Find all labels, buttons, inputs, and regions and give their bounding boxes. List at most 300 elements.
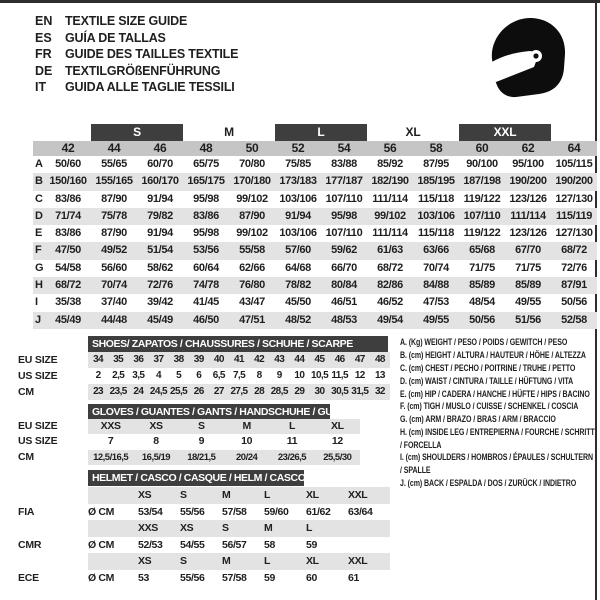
size-group-XL: XL: [405, 125, 421, 139]
row-letter: A: [35, 158, 43, 170]
size-value: 46/52: [377, 296, 403, 309]
gloves-value: XL: [330, 420, 344, 432]
gloves-value: S: [197, 420, 205, 432]
column-header: 44: [107, 141, 121, 155]
size-value: 45/49: [147, 313, 173, 326]
shoes-value: 36: [133, 354, 144, 365]
shoes-value: 23,5: [109, 386, 127, 397]
size-value: 87/90: [239, 209, 265, 222]
shoes-value: 47: [354, 354, 365, 365]
size-value: 49/55: [423, 313, 449, 326]
column-header: 46: [153, 141, 167, 155]
size-value: 91/94: [285, 209, 311, 222]
language-list: [35, 13, 238, 96]
size-value: 123/126: [509, 227, 547, 240]
helmet-size: XS: [138, 555, 152, 567]
shoes-value: 26: [193, 386, 204, 397]
size-value: 87/95: [423, 158, 449, 170]
helmet-labels: [18, 487, 41, 586]
size-value: 127/130: [555, 227, 593, 240]
size-value: 72/76: [561, 261, 587, 274]
language-code: FR: [35, 47, 52, 61]
gloves-row-label: CM: [18, 450, 34, 463]
size-value: 190/200: [509, 175, 547, 188]
size-value: 65/75: [193, 158, 219, 170]
helmet-size: M: [264, 522, 273, 534]
row-letter: G: [35, 261, 44, 274]
gloves-row-label: US SIZE: [18, 435, 58, 448]
size-value: 39/42: [147, 296, 173, 309]
size-value: 54/58: [55, 261, 81, 274]
size-value: 48/54: [469, 296, 495, 309]
size-value: 68/72: [55, 279, 81, 292]
size-value: 70/74: [423, 261, 449, 274]
helmet-value: 57/58: [222, 505, 247, 518]
gloves-row: [88, 419, 360, 434]
language-row: [35, 30, 238, 47]
size-value: 47/50: [55, 244, 81, 257]
size-value: 103/106: [279, 227, 317, 240]
helmet-value: 61/62: [306, 505, 331, 518]
size-value: 85/92: [377, 158, 403, 170]
row-letter: B: [35, 175, 43, 188]
column-header: 62: [521, 141, 535, 155]
size-value: 76/80: [239, 279, 265, 292]
helmet-standard-label: ECE: [18, 571, 39, 584]
gloves-section-header: GLOVES / GUANTES / GANTS / HANDSCHUHE / GUANTI: [88, 404, 330, 420]
size-value: 58/62: [147, 261, 173, 274]
helmet-size: M: [222, 489, 231, 501]
size-value: 83/86: [193, 209, 219, 222]
size-value: 87/90: [101, 227, 127, 240]
language-code: IT: [35, 80, 47, 94]
language-row: [35, 79, 238, 96]
shoes-value: 41: [234, 354, 244, 365]
size-value: 111/114: [372, 192, 408, 205]
language-row: [35, 63, 238, 80]
gloves-row: [88, 450, 360, 465]
shoes-value: 12: [354, 370, 365, 381]
shoes-value: 28,5: [270, 386, 288, 397]
size-value: 170/180: [233, 175, 271, 188]
size-value: 82/86: [377, 279, 403, 292]
size-value: 67/70: [515, 244, 541, 257]
helmet-standard-label: CMR: [18, 538, 42, 551]
size-value: 107/110: [463, 209, 501, 222]
shoes-value: 40: [213, 354, 224, 365]
column-header: 56: [383, 141, 397, 155]
helmet-value: 55/56: [180, 571, 205, 584]
legend-item: E. (cm) HIP / CADERA / HANCHE / HÜFTE / HIPS / BACINO: [400, 388, 590, 400]
size-group-XXL: XXL: [459, 124, 551, 141]
shoes-value: 37: [153, 354, 164, 365]
helmet-value: 58: [264, 538, 275, 551]
helmet-size: XXS: [138, 522, 158, 534]
size-value: 52/58: [561, 313, 587, 326]
shoes-value: 24: [133, 386, 144, 397]
shoes-row-label: CM: [18, 386, 34, 398]
shoes-row-label: US SIZE: [18, 370, 58, 382]
column-header: 52: [291, 141, 305, 155]
size-value: 78/82: [285, 279, 311, 292]
size-value: 68/72: [377, 261, 403, 274]
gloves-value: L: [288, 420, 296, 432]
size-value: 71/75: [469, 261, 495, 274]
size-group-row: [33, 124, 597, 141]
row-letter: J: [35, 313, 42, 326]
column-header-row: [33, 141, 597, 156]
textile-row-E: [33, 225, 597, 242]
diameter-unit: Ø CM: [88, 538, 115, 551]
size-value: 95/98: [193, 227, 219, 240]
size-value: 111/114: [372, 227, 408, 240]
gloves-value: M: [242, 420, 251, 432]
legend-item: J. (cm) BACK / ESPALDA / DOS / ZURÜCK / INDIETRO: [400, 477, 577, 489]
gloves-value: 12,5/16,5: [93, 451, 129, 463]
textile-row-A: [33, 156, 597, 173]
shoes-value: 6,5: [212, 370, 225, 381]
helmet-value: 53/54: [138, 505, 163, 518]
language-code: EN: [35, 14, 53, 28]
helmet-value: 59: [264, 571, 275, 584]
gloves-value: 11: [286, 435, 298, 448]
helmet-standard-label: FIA: [18, 505, 35, 518]
size-value: 48/52: [285, 313, 311, 326]
column-header: 54: [337, 141, 351, 155]
size-value: 45/50: [285, 296, 311, 309]
helmet-size: S: [222, 522, 229, 534]
gloves-value: 16,5/19: [141, 451, 171, 463]
size-value: 59/62: [331, 244, 357, 257]
size-value: 47/53: [423, 296, 449, 309]
helmet-value: 59/60: [264, 505, 289, 518]
size-value: 155/165: [95, 175, 133, 188]
size-value: 41/45: [193, 296, 219, 309]
size-value: 43/47: [239, 296, 265, 309]
helmet-size: S: [180, 489, 187, 501]
size-value: 185/195: [417, 175, 455, 188]
size-value: 105/115: [555, 158, 593, 170]
row-letter: E: [35, 227, 43, 240]
size-value: 79/82: [147, 209, 173, 222]
size-value: 83/86: [55, 192, 81, 205]
language-code: DE: [35, 63, 53, 78]
size-value: 177/187: [325, 175, 363, 188]
size-value: 127/130: [555, 192, 593, 205]
size-value: 115/118: [417, 227, 455, 240]
legend-item: I. (cm) SHOULDERS / HOMBROS / ÉPAULES / SCHULTERN / SPALLE: [400, 452, 593, 476]
size-group-S: S: [91, 124, 183, 141]
gloves-value: 10: [241, 435, 253, 448]
helmet-size: [348, 520, 390, 537]
size-value: 99/102: [236, 227, 268, 240]
shoes-row-label: EU SIZE: [18, 354, 58, 366]
shoes-table-body: [88, 352, 390, 400]
size-value: 49/55: [515, 296, 541, 309]
helmet-value: 53: [138, 571, 149, 584]
size-value: 85/89: [469, 279, 495, 292]
size-value: 83/86: [55, 227, 81, 240]
gloves-row: [88, 434, 360, 449]
helmet-value: 57/58: [222, 571, 247, 584]
size-value: 99/102: [236, 192, 268, 205]
size-value: 61/63: [377, 244, 403, 257]
shoes-value: 8: [256, 370, 262, 381]
language-code: ES: [35, 30, 52, 45]
size-value: 71/75: [515, 261, 541, 274]
shoes-value: 30,5: [331, 386, 349, 397]
size-value: 64/68: [285, 261, 311, 274]
size-value: 75/85: [285, 158, 311, 170]
row-letter: H: [35, 279, 43, 292]
helmet-value: 63/64: [348, 505, 373, 518]
size-value: 103/106: [279, 192, 317, 205]
helmet-size-row: [88, 487, 390, 504]
helmet-table-body: [88, 487, 390, 586]
helmet-size: XL: [306, 489, 319, 501]
shoes-labels: [18, 352, 57, 400]
column-header: 50: [245, 141, 259, 155]
helmet-value: 54/55: [180, 538, 205, 551]
gloves-value: 20/24: [236, 451, 258, 463]
textile-row-C: [33, 191, 597, 208]
diameter-unit: Ø CM: [88, 505, 115, 518]
helmet-value: 60: [306, 571, 317, 584]
shoes-value: 29: [294, 386, 305, 397]
top-border-line: [0, 0, 600, 3]
size-value: 74/78: [193, 279, 219, 292]
size-value: 50/56: [469, 313, 495, 326]
size-value: 91/94: [147, 227, 173, 240]
guide-title: GUIDA ALLE TAGLIE TESSILI: [65, 80, 235, 94]
helmet-size-row: [88, 553, 390, 570]
size-value: 107/110: [325, 192, 363, 205]
helmet-size: XS: [180, 522, 194, 534]
diameter-unit: Ø CM: [88, 571, 115, 584]
size-value: 47/51: [239, 313, 265, 326]
gloves-value: 7: [107, 435, 114, 448]
guide-title: TEXTILGRÖßENFÜHRUNG: [65, 63, 221, 78]
helmet-size: L: [264, 555, 271, 567]
size-value: 103/106: [417, 209, 455, 222]
shoes-value: 10,5: [310, 370, 329, 381]
shoes-row: [88, 368, 390, 384]
legend-item: H. (cm) INSIDE LEG / ENTREPIERNA / FOURCHE / SCHRITT / FORCELLA: [400, 427, 595, 451]
shoes-value: 27: [213, 386, 224, 397]
shoes-value: 6: [196, 370, 202, 381]
size-value: 173/183: [279, 175, 317, 188]
size-value: 95/98: [331, 209, 357, 222]
shoes-row: [88, 352, 390, 368]
shoes-value: 4: [155, 370, 161, 381]
size-value: 90/100: [466, 158, 498, 170]
size-value: 115/119: [555, 209, 593, 222]
racing-helmet-icon: [488, 16, 570, 104]
shoes-value: 13: [374, 370, 385, 381]
size-value: 37/40: [101, 296, 127, 309]
size-value: 57/60: [285, 244, 311, 257]
helmet-value: 56/57: [222, 538, 247, 551]
helmet-size: L: [264, 489, 271, 501]
textile-table-body: [33, 156, 597, 329]
shoes-value: 34: [93, 354, 104, 365]
size-group-M: M: [224, 125, 234, 139]
shoes-value: 31,5: [351, 386, 369, 397]
shoes-value: 2: [95, 370, 101, 381]
corner-cell: [33, 141, 45, 156]
size-value: 68/72: [561, 244, 587, 257]
size-value: 55/65: [101, 158, 127, 170]
shoes-value: 24,5: [149, 386, 167, 397]
size-value: 80/84: [331, 279, 357, 292]
shoes-value: 39: [193, 354, 204, 365]
size-value: 70/80: [239, 158, 265, 170]
size-value: 51/56: [515, 313, 541, 326]
shoes-value: 44: [294, 354, 305, 365]
size-value: 150/160: [49, 175, 87, 188]
size-value: 95/98: [193, 192, 219, 205]
helmet-size: S: [180, 555, 187, 567]
size-value: 99/102: [374, 209, 406, 222]
column-header: 42: [61, 141, 75, 155]
helmet-value: 55/56: [180, 505, 205, 518]
size-value: 85/89: [515, 279, 541, 292]
size-value: 107/110: [325, 227, 363, 240]
helmet-value-row: [88, 537, 390, 554]
helmet-size: XXL: [348, 555, 368, 567]
size-value: 56/60: [101, 261, 127, 274]
size-value: 60/70: [147, 158, 173, 170]
column-header: 58: [429, 141, 443, 155]
size-value: 46/50: [193, 313, 219, 326]
helmet-value: 59: [306, 538, 317, 551]
legend-item: A. (Kg) WEIGHT / PESO / POIDS / GEWITCH / PESO: [400, 337, 568, 348]
shoes-value: 25,5: [170, 386, 188, 397]
shoes-value: 32: [374, 386, 385, 397]
gloves-value: 18/21,5: [187, 451, 216, 463]
shoes-value: 10: [294, 370, 305, 381]
gloves-value: XS: [149, 420, 163, 432]
size-value: 62/66: [239, 261, 265, 274]
size-value: 55/58: [239, 244, 265, 257]
shoes-value: 9: [276, 370, 282, 381]
legend-item: D. (cm) WAIST / CINTURA / TAILLE / HÜFTUNG / VITA: [400, 375, 574, 387]
shoes-value: 35: [113, 354, 124, 365]
shoes-value: 46: [334, 354, 345, 365]
legend-item: F. (cm) TIGH / MUSLO / CUISSE / SCHENKEL / COSCIA: [400, 401, 579, 413]
shoes-value: 11,5: [331, 370, 348, 381]
size-value: 187/198: [463, 175, 501, 188]
helmet-section-header: HELMET / CASCO / CASQUE / HELM / CASCO: [88, 470, 304, 486]
column-header: 60: [475, 141, 489, 155]
textile-row-G: [33, 260, 597, 277]
size-value: 44/48: [101, 313, 127, 326]
size-value: 71/74: [55, 209, 81, 222]
shoes-section-header: SHOES/ ZAPATOS / CHAUSSURES / SCHUHE / SCARPE: [88, 336, 388, 352]
textile-row-B: [33, 173, 597, 190]
helmet-value: [348, 537, 390, 554]
helmet-size-row: [88, 520, 390, 537]
shoes-value: 43: [274, 354, 285, 365]
legend-item: C. (cm) CHEST / PECHO / POITRINE / TRUHE / PETTO: [400, 362, 576, 374]
empty-cell: [88, 520, 138, 537]
textile-row-F: [33, 242, 597, 259]
gloves-value: 25,5/30: [323, 451, 352, 463]
size-value: 46/51: [331, 296, 357, 309]
gloves-value: 9: [198, 435, 205, 448]
size-value: 160/170: [141, 175, 179, 188]
shoes-value: 42: [254, 354, 265, 365]
size-value: 70/74: [101, 279, 127, 292]
legend-item: B. (cm) HEIGHT / ALTURA / HAUTEUR / HÖHE / ALTEZZA: [400, 349, 586, 361]
shoes-value: 30: [314, 386, 325, 397]
shoes-value: 27,5: [230, 386, 248, 397]
helmet-size: XXL: [348, 489, 368, 501]
empty-cell: [88, 553, 138, 570]
size-value: 45/49: [55, 313, 81, 326]
size-value: 84/88: [423, 279, 449, 292]
size-value: 75/78: [101, 209, 127, 222]
size-value: 115/118: [417, 192, 455, 205]
shoes-value: 28: [254, 386, 265, 397]
size-value: 182/190: [371, 175, 409, 188]
helmet-value: 52/53: [138, 538, 163, 551]
helmet-size: M: [222, 555, 231, 567]
textile-row-H: [33, 277, 597, 294]
language-row: [35, 46, 238, 63]
gloves-value: XXS: [100, 420, 121, 432]
empty-cell: [88, 487, 138, 504]
shoes-value: 38: [173, 354, 184, 365]
size-value: 95/100: [512, 158, 544, 170]
textile-row-I: [33, 294, 597, 311]
size-value: 49/54: [377, 313, 403, 326]
size-value: 65/68: [469, 244, 495, 257]
shoes-value: 48: [374, 354, 385, 365]
size-value: 123/126: [509, 192, 547, 205]
textile-size-table: [33, 124, 597, 329]
row-letter: F: [35, 244, 42, 257]
size-value: 190/200: [555, 175, 593, 188]
size-value: 66/70: [331, 261, 357, 274]
gloves-row-label: EU SIZE: [18, 420, 58, 432]
helmet-value-row: [88, 570, 390, 587]
shoes-value: 2,5: [112, 370, 125, 381]
gloves-value: 12: [331, 435, 343, 448]
size-value: 35/38: [55, 296, 81, 309]
shoes-value: 7,5: [232, 370, 246, 381]
shoes-value: 45: [314, 354, 325, 365]
helmet-value: 61: [348, 571, 359, 584]
size-value: 63/66: [423, 244, 449, 257]
legend-list: [400, 337, 596, 491]
size-value: 119/122: [463, 227, 501, 240]
shoes-value: 3,5: [132, 370, 145, 381]
shoes-value: 5: [176, 370, 182, 381]
guide-title: TEXTILE SIZE GUIDE: [65, 14, 188, 28]
row-letter: I: [35, 296, 39, 309]
size-value: 72/76: [147, 279, 173, 292]
size-value: 53/56: [193, 244, 219, 257]
helmet-size: XS: [138, 489, 152, 501]
column-header: 48: [199, 141, 213, 155]
shoes-value: 23: [93, 386, 104, 397]
gloves-labels: [18, 419, 57, 465]
size-value: 48/53: [331, 313, 357, 326]
gloves-value: 23/26,5: [277, 451, 307, 463]
size-value: 83/88: [331, 158, 357, 170]
textile-row-J: [33, 312, 597, 329]
